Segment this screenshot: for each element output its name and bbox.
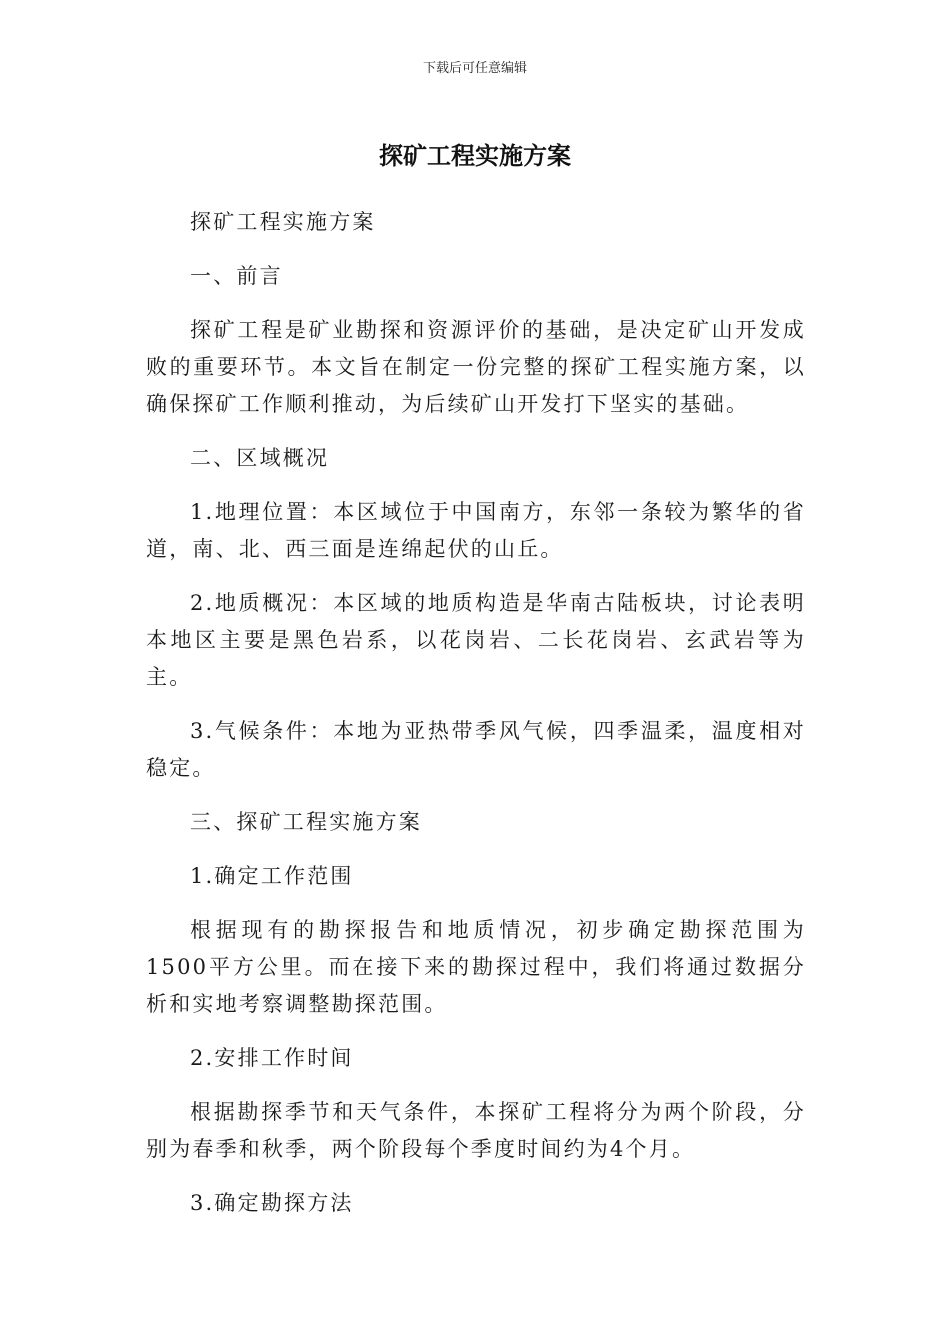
section-heading-plan: 三、探矿工程实施方案	[190, 810, 422, 834]
section-heading-region: 二、区域概况	[190, 446, 330, 470]
paragraph-climate: 3.气候条件：本地为亚热带季风气候，四季温柔，温度相对稳定。	[146, 719, 806, 780]
subheading-methods: 3.确定勘探方法	[190, 1191, 354, 1215]
document-body	[146, 204, 806, 1239]
header-note: 下载后可任意编辑	[422, 61, 527, 76]
subheading-schedule: 2.安排工作时间	[190, 1046, 354, 1070]
section-heading-preface: 一、前言	[190, 264, 283, 288]
paragraph-schedule: 根据勘探季节和天气条件，本探矿工程将分为两个阶段，分别为春季和秋季，两个阶段每个季度时间约为4个月。	[146, 1100, 806, 1161]
subheading-work-scope: 1.确定工作范围	[190, 864, 354, 888]
paragraph-geology: 2.地质概况：本区域的地质构造是华南古陆板块，讨论表明本地区主要是黑色岩系，以花岗岩、二长花岗岩、玄武岩等为主。	[146, 591, 806, 689]
paragraph-work-scope: 根据现有的勘探报告和地质情况，初步确定勘探范围为1500平方公里。而在接下来的勘探过程中，我们将通过数据分析和实地考察调整勘探范围。	[146, 918, 806, 1016]
paragraph-subtitle: 探矿工程实施方案	[190, 210, 376, 234]
paragraph-preface: 探矿工程是矿业勘探和资源评价的基础，是决定矿山开发成败的重要环节。本文旨在制定一份完整的探矿工程实施方案，以确保探矿工作顺利推动，为后续矿山开发打下坚实的基础。	[146, 318, 806, 416]
document-title: 探矿工程实施方案	[379, 142, 571, 170]
paragraph-geography: 1.地理位置：本区域位于中国南方，东邻一条较为繁华的省道，南、北、西三面是连绵起伏的山丘。	[146, 500, 806, 561]
